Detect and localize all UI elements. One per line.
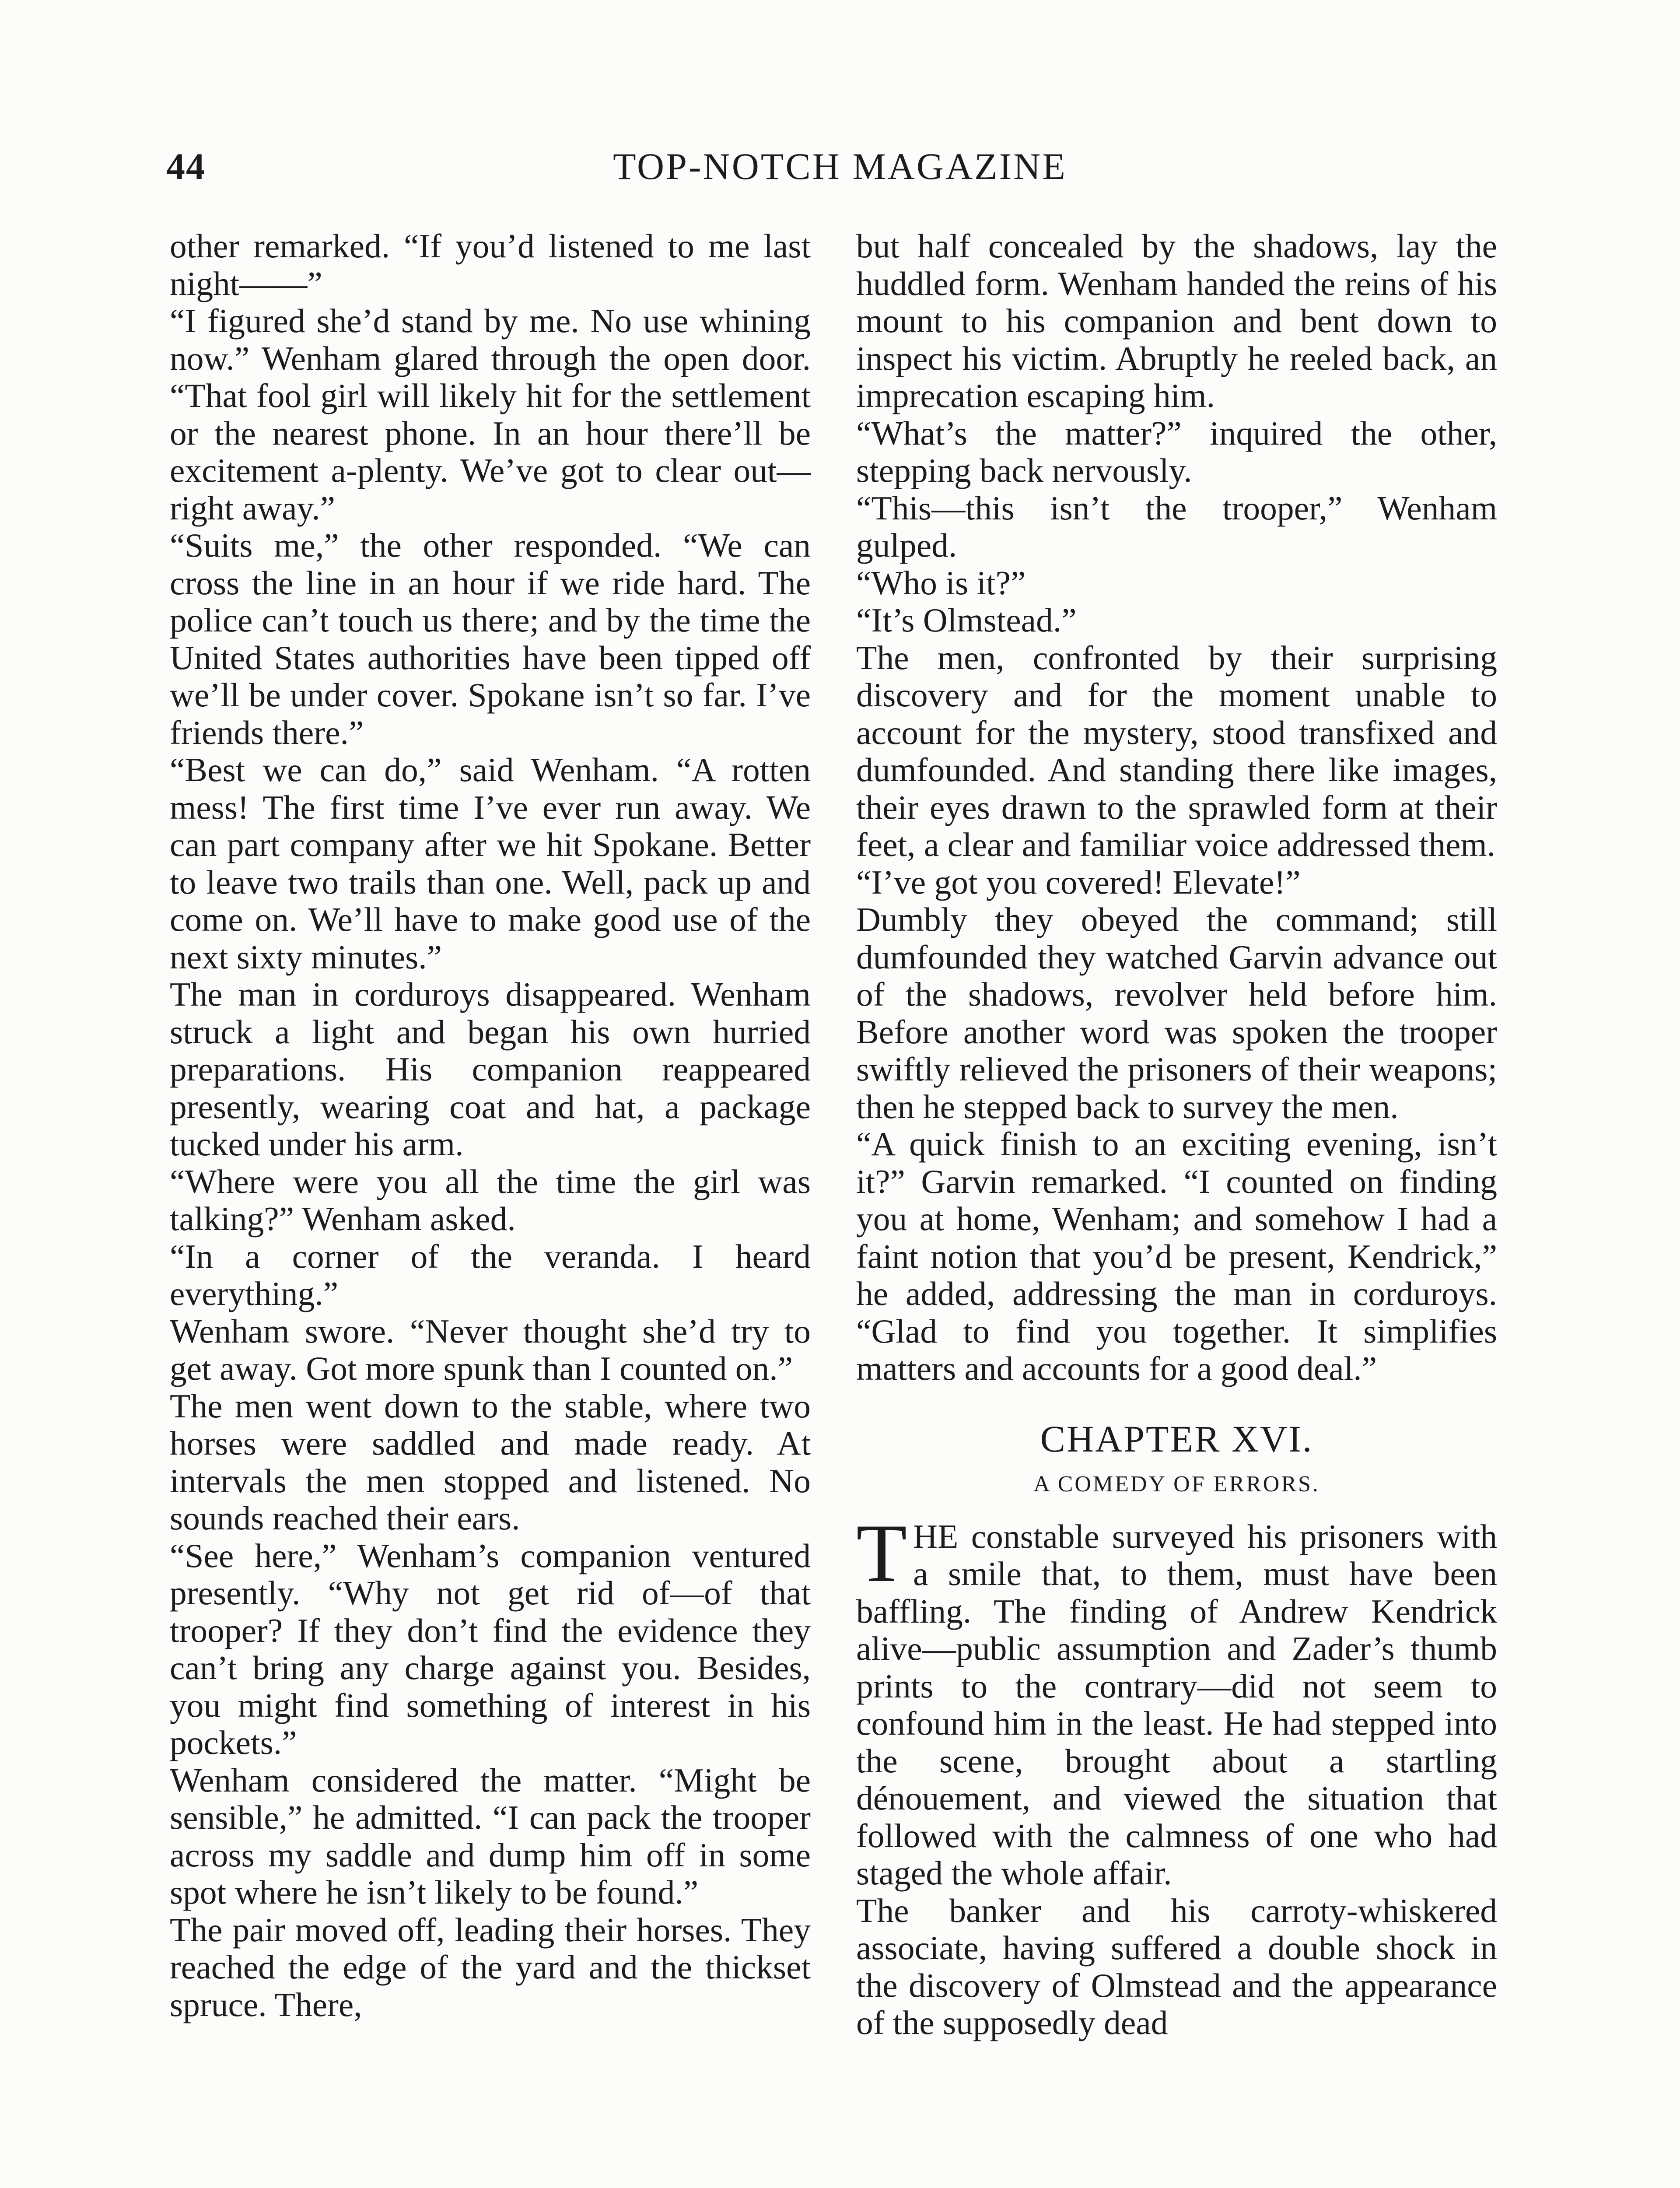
paragraph: The men, confronted by their surprising discovery and for the moment unable to account for the mystery, stood transfixed and dumfounded. And standing there like images, their eyes drawn to the sprawled form at their feet, a clear and familiar voice addressed them. <box>856 638 1497 863</box>
paragraph: “A quick finish to an exciting evening, isn’t it?” Garvin remarked. “I counted on finding you at home, Wenham; and somehow I had a faint notion that you’d be present, Kendrick,” he added, addressing the man in corduroys. “Glad to find you together. It simplifies matters and accounts for a good deal.” <box>856 1125 1497 1387</box>
paragraph: “It’s Olmstead.” <box>856 601 1077 639</box>
paragraph: The man in corduroys disappeared. Wenham struck a light and began his own hurried preparations. His companion reappeared presently, wearing coat and hat, a package tucked under his arm. <box>170 975 811 1163</box>
paragraph: other remarked. “If you’d listened to me last night——” <box>170 227 811 302</box>
paragraph: “Where were you all the time the girl was talking?” Wenham asked. <box>170 1162 811 1238</box>
paragraph: The pair moved off, leading their horses. They reached the edge of the yard and the thickset spruce. There, <box>170 1911 811 2023</box>
paragraph: The men went down to the stable, where two horses were saddled and made ready. At intervals the men stopped and listened. No sounds reached their ears. <box>170 1387 811 1537</box>
right-column <box>856 228 1497 2042</box>
paragraph: “This—this isn’t the trooper,” Wenham gulped. <box>856 489 1497 564</box>
paragraph: but half concealed by the shadows, lay the huddled form. Wenham handed the reins of his mount to his companion and bent down to inspect his victim. Abruptly he reeled back, an imprecation escaping him. <box>856 227 1497 414</box>
paragraph: Wenham swore. “Never thought she’d try to get away. Got more spunk than I counted on.” <box>170 1312 811 1387</box>
chapter-title: CHAPTER XVI. <box>1040 1417 1313 1460</box>
chapter-subtitle: A COMEDY OF ERRORS. <box>1033 1471 1320 1497</box>
paragraph: “I figured she’d stand by me. No use whining now.” Wenham glared through the open door. “That fool girl will likely hit for the settlement or the nearest phone. In an hour there’ll be excitement a-plenty. We’ve got to clear out—right away.” <box>170 302 811 527</box>
paragraph: “I’ve got you covered! Elevate!” <box>856 863 1301 901</box>
paragraph: “In a corner of the veranda. I heard everything.” <box>170 1237 811 1312</box>
paragraph: “Best we can do,” said Wenham. “A rotten mess! The first time I’ve ever run away. We can part company after we hit Spokane. Better to leave two trails than one. Well, pack up and come on. We’ll have to make good use of the next sixty minutes.” <box>170 751 811 976</box>
paragraph: “See here,” Wenham’s companion ventured presently. “Why not get rid of—of that trooper? If they don’t find the evidence they can’t bring any charge against you. Besides, you might find something of interest in his pockets.” <box>170 1536 811 1761</box>
page-number: 44 <box>166 145 206 187</box>
left-column <box>170 228 811 2023</box>
paragraph: Wenham considered the matter. “Might be sensible,” he admitted. “I can pack the trooper across my saddle and dump him off in some spot where he isn’t likely to be found.” <box>170 1761 811 1911</box>
paragraph: “What’s the matter?” inquired the other, stepping back nervously. <box>856 414 1497 489</box>
paragraph: Dumbly they obeyed the command; still dumfounded they watched Garvin advance out of the shadows, revolver held before him. Before another word was spoken the trooper swiftly relieved the prisoners of their weapons; then he stepped back to survey the men. <box>856 901 1497 1126</box>
chapter-opening-paragraph: THE constable surveyed his prisoners with a smile that, to them, must have been baffling. The finding of Andrew Kendrick alive—public assumption and Zader’s thumb prints to the contrary—did not seem to confound him in the least. He had stepped into the scene, brought about a startling dénouement, and viewed the situation that followed with the calmness of one who had staged the whole affair. <box>856 1507 1497 1892</box>
page-header <box>166 144 1514 197</box>
running-head: TOP-NOTCH MAGAZINE <box>613 145 1067 187</box>
paragraph: “Suits me,” the other responded. “We can cross the line in an hour if we ride hard. The police can’t touch us there; and by the time the United States authorities have been tipped off we’ll be under cover. Spokane isn’t so far. I’ve friends there.” <box>170 526 811 751</box>
paragraph: The banker and his carroty-whiskered associate, having suffered a double shock in the discovery of Olmstead and the appearance of the supposedly dead <box>856 1891 1497 2041</box>
paragraph: “Who is it?” <box>856 564 1026 602</box>
